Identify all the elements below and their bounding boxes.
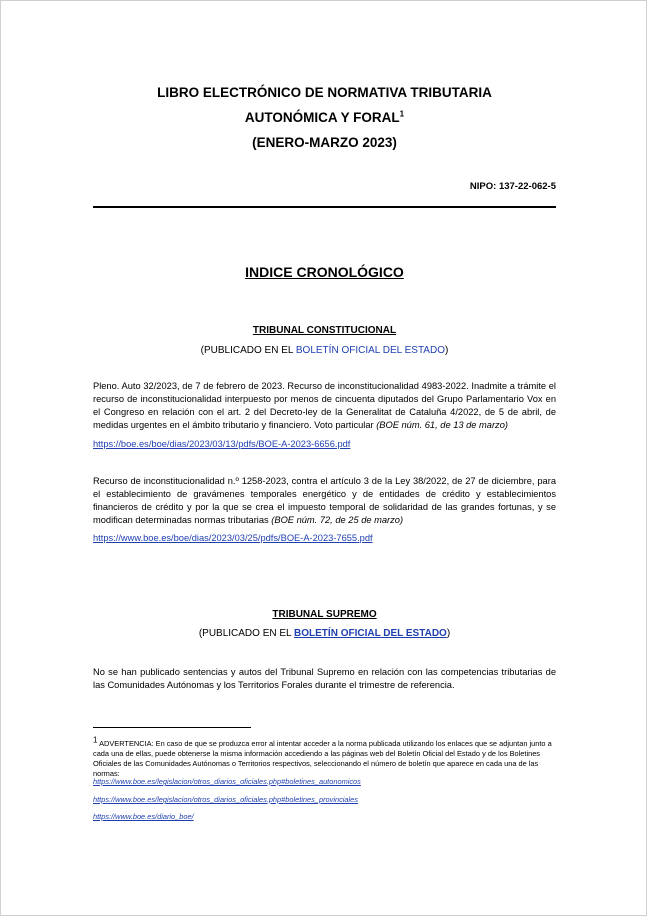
title-line-2 [1,110,647,125]
entry-paragraph [93,475,556,527]
entry-text: Pleno. Auto 32/2023, de 7 de febrero de 2023. Recurso de inconstitucionalidad 4983-2022. Inadmite a trámite el recurso de inconstitucionalidad interpuesto por menos de cincuenta diputados del Grupo Parlamentario Vox en el Congreso en relación con el art. 2 del Decreto-ley de la Generalitat de Cataluña 4/2022, de 5 de abril, de medidas urgentes en el ámbito tributario y financiero. Voto particular [93,381,556,430]
source-suffix: ) [444,345,449,356]
entry-url-link[interactable]: https://www.boe.es/boe/dias/2023/03/25/pdfs/BOE-A-2023-7655.pdf [93,533,373,543]
source-suffix: ) [446,628,451,639]
entry-boe-reference: (BOE núm. 61, de 13 de marzo) [376,420,508,430]
footnote-number: 1 [93,735,98,745]
section-heading-supremo: TRIBUNAL SUPREMO [272,609,377,620]
supremo-note: No se han publicado sentencias y autos del Tribunal Supremo en relación con las competencias tributarias de las Comunidades Autónomas y los Territorios Forales durante el trimestre de referencia. [93,667,556,690]
footnote-reference: 1 [399,109,405,119]
footnote-divider [93,727,251,728]
header-divider [93,206,556,208]
footnote-link-provinciales[interactable]: https://www.boe.es/legislacion/otros_diarios_oficiales.php#boletines_provinciales [93,795,358,804]
footnote-text [93,735,556,779]
entry-paragraph [93,380,556,432]
source-prefix: (PUBLICADO EN EL [200,345,296,356]
boe-link[interactable]: BOLETÍN OFICIAL DEL ESTADO [294,628,447,639]
title-line-1: LIBRO ELECTRÓNICO DE NORMATIVA TRIBUTARIA [157,85,492,100]
title-line-3: (ENERO-MARZO 2023) [252,135,397,150]
source-prefix: (PUBLICADO EN EL [198,628,295,639]
section-source-supremo [1,628,647,639]
section-heading-constitucional: TRIBUNAL CONSTITUCIONAL [252,325,397,336]
title-line-2-text: AUTONÓMICA Y FORAL [244,110,400,125]
boe-link[interactable]: BOLETÍN OFICIAL DEL ESTADO [295,345,445,356]
section-source-constitucional [1,345,647,356]
footnote-body: ADVERTENCIA: En caso de que se produzca error al intentar acceder a la norma publicada utilizando los enlaces que se adjuntan junto a cada una de ellas, puede obtenerse la misma información accediendo a las páginas web del Boletín Oficial del Estado y de los Boletines Oficiales de las Comunidades Autónomas o Territorios respectivos, seleccionando el número de boletín que aparece en cada una de las normas: [93,739,552,778]
entry-boe-reference: (BOE núm. 72, de 25 de marzo) [271,515,404,525]
index-title: INDICE CRONOLÓGICO [245,264,404,280]
entry-text: Recurso de inconstitucionalidad n.º 1258-2023, contra el artículo 3 de la Ley 38/2022, de 27 de diciembre, para el establecimiento de gravámenes temporales energético y de entidades de crédito y establecimientos financieros de crédito y por la que se crea el impuesto temporal de solidaridad de las grandes fortunas, y se modifican determinadas normas tributarias [93,476,556,525]
footnote-link-autonomicos[interactable]: https://www.boe.es/legislacion/otros_diarios_oficiales.php#boletines_autonomicos [93,777,361,786]
nipo-code: NIPO: 137-22-062-5 [469,181,556,192]
footnote-link-diario-boe[interactable]: https://www.boe.es/diario_boe/ [93,812,194,821]
entry-url-link[interactable]: https://boe.es/boe/dias/2023/03/13/pdfs/BOE-A-2023-6656.pdf [93,439,351,449]
